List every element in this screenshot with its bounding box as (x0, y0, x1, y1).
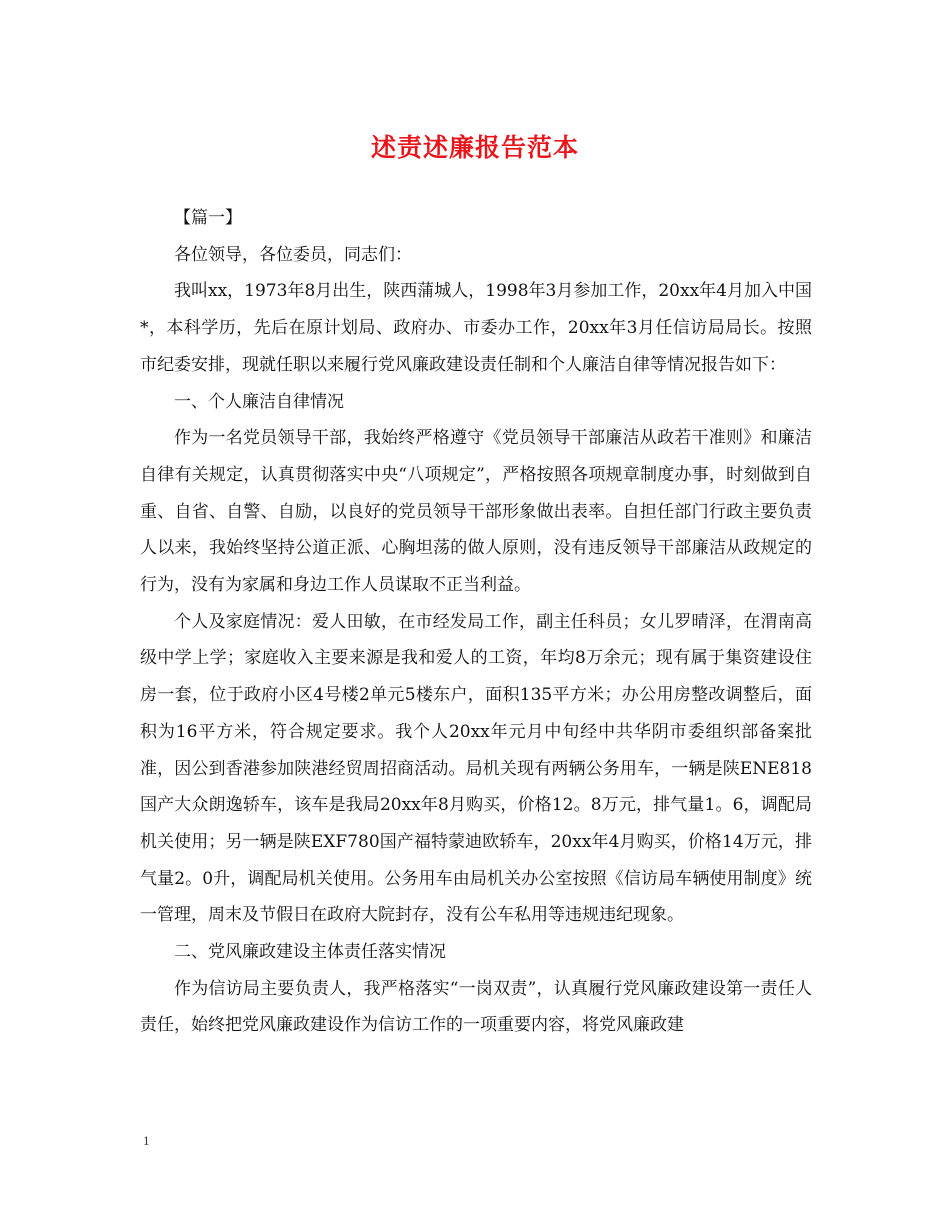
section-heading-1: 一、个人廉洁自律情况 (174, 391, 344, 412)
section-marker: 【篇一】 (174, 208, 242, 228)
page-number: 1 (143, 1133, 150, 1148)
paragraph-family-situation: 个人及家庭情况：爱人田敏，在市经发局工作，副主任科员；女儿罗晴泽，在渭南高级中学上学；家庭收入主要来源是我和爱人的工资，年均8万余元；现有属于集资建设住房一套，位于政府小区4号楼2单元5楼东户，面积135平方米；办公用房整改调整后，面积为16平方米，符合规定要求。我个人20xx年元月中旬经中共华阴市委组织部备案批准，因公到香港参加陕港经贸周招商活动。局机关现有两辆公务用车，一辆是陕ENE818国产大众朗逸轿车，该车是我局20xx年8月购买，价格12。8万元，排气量1。6，调配局机关使用；另一辆是陕EXF780国产福特蒙迪欧轿车，20xx年4月购买，价格14万元，排气量2。0升，调配局机关使用。公务用车由局机关办公室按照《信访局车辆使用制度》统一管理，周末及节假日在政府大院封存，没有公车私用等违规违纪现象。 (140, 611, 812, 926)
intro-paragraph: 我叫xx，1973年8月出生，陕西蒲城人，1998年3月参加工作，20xx年4月加入中国*，本科学历，先后在原计划局、政府办、市委办工作，20xx年3月任信访局局长。按照市纪委安排，现就任职以来履行党风廉政建设责任制和个人廉洁自律等情况报告如下： (140, 281, 812, 375)
document-body (140, 200, 812, 1044)
paragraph-self-discipline: 作为一名党员领导干部，我始终严格遵守《党员领导干部廉洁从政若干准则》和廉洁自律有关规定，认真贯彻落实中央“八项规定”，严格按照各项规章制度办事，时刻做到自重、自省、自警、自励，以良好的党员领导干部形象做出表率。自担任部门行政主要负责人以来，我始终坚持公道正派、心胸坦荡的做人原则，没有违反领导干部廉洁从政规定的行为，没有为家属和身边工作人员谋取不正当利益。 (140, 428, 812, 596)
section-heading-2: 二、党风廉政建设主体责任落实情况 (174, 942, 446, 963)
document-title: 述责述廉报告范本 (370, 133, 579, 162)
paragraph-responsibility: 作为信访局主要负责人，我严格落实“一岗双责”，认真履行党风廉政建设第一责任人责任，始终把党风廉政建设作为信访工作的一项重要内容，将党风廉政建 (140, 978, 812, 1036)
salutation: 各位领导，各位委员，同志们： (174, 244, 412, 265)
